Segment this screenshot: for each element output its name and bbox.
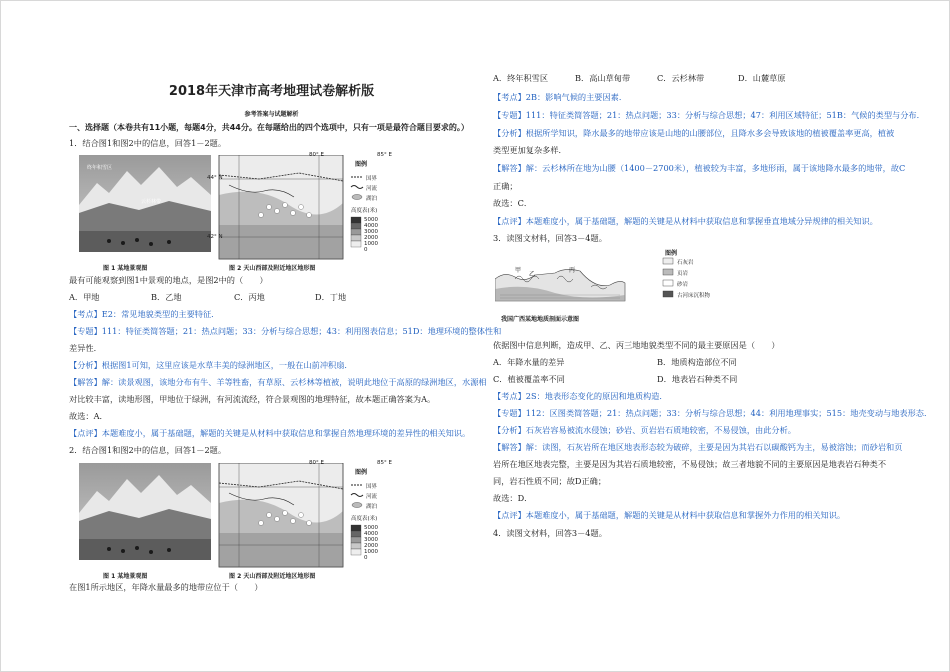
elev-0: 0 <box>364 247 368 253</box>
q2-kaodian: 【考点】2B：影响气候的主要因素． <box>493 92 628 102</box>
legend-item-lake: 湖泊 <box>366 196 378 202</box>
q4-stem: 4．读图文材料，回答3－4题。 <box>493 528 607 538</box>
fig2-caption: 图 2 天山西部及附近地区地形图 <box>229 265 316 272</box>
fig1-caption-b: 图 1 某地景观图 <box>103 573 148 580</box>
q3-option-c: C．植被覆盖率不同 <box>493 374 565 384</box>
fig2-caption-b: 图 2 天山西部及附近地区地形图 <box>229 573 316 580</box>
q2-fenxi-2: 类型更加复杂多样． <box>493 145 567 155</box>
legend-item-elev: 高度表(米) <box>351 208 378 214</box>
fig3-legend-limestone: 石灰岩 <box>677 260 694 266</box>
figure-block-1 <box>79 152 403 274</box>
elev-2000-b: 2000 <box>364 543 378 549</box>
elev-3000: 3000 <box>364 229 378 235</box>
legend-item-border: 国界 <box>366 176 378 182</box>
q1-jieda-2: 对比较丰富，读地形图，甲地位于绿洲，有河流流经，符合景观图的地理特征，故本题正确答案为A。 <box>69 394 436 404</box>
lon-label-2: 85° E <box>377 152 392 158</box>
landscape-figure-1 <box>79 155 403 274</box>
section-label-jia: 甲 <box>515 267 522 274</box>
legend-item-river-b: 河流 <box>366 494 378 500</box>
q3-answer: 故选：D． <box>493 493 533 503</box>
q1-option-d: D．丁地 <box>315 292 347 302</box>
fig3-legend-sandstone: 砂岩 <box>677 282 689 288</box>
q2-option-d: D．山麓草原 <box>738 73 786 83</box>
fig3-legend-riverbed: 古河床沉积物 <box>677 293 711 299</box>
q2-option-b: B．高山草甸带 <box>575 73 631 83</box>
fig3-legend-title: 图例 <box>665 250 678 257</box>
elev-5000-b: 5000 <box>364 525 378 531</box>
q3-zhuanti: 【专题】112：区图类简答题；21：热点问题；33：分析与综合思想；44：利用地理事实；515：地壳变动与地表形态． <box>493 408 933 418</box>
q2-jieda-2: 正确； <box>493 181 518 191</box>
lon-label-1: 80° E <box>309 152 324 158</box>
q2-question: 在图1所示地区，年降水量最多的地带应位于（ ） <box>69 582 263 592</box>
elev-1000-b: 1000 <box>364 549 378 555</box>
q1-fenxi: 【分析】根据图1可知，这里应该是水草丰美的绿洲地区，一般在山前冲积扇． <box>69 360 353 370</box>
legend-item-elev-b: 高度表(米) <box>351 516 378 522</box>
legend-item-lake-b: 湖泊 <box>366 504 378 510</box>
q2-fenxi-1: 【分析】根据所学知识，降水最多的地带应该是山地的山腰部位，且降水多会导致该地的植被覆盖率更高，植被 <box>493 128 895 138</box>
elev-4000-b: 4000 <box>364 531 378 537</box>
q3-jieda-1: 【解答】解：读图，石灰岩所在地区地表形态较为破碎，主要是因为其岩石以碳酸钙为主，易被溶蚀；而砂岩和页 <box>493 442 903 452</box>
lon-label-1b: 80° E <box>309 460 324 466</box>
q2-zhuanti: 【专题】111：特征类简答题；21：热点问题；33：分析与综合思想；47：利用区域特征；51B：气候的类型与分布． <box>493 110 925 120</box>
legend-item-border-b: 国界 <box>366 484 378 490</box>
figure-block-2 <box>79 460 403 582</box>
q1-question: 最有可能观察到图1中景观的地点，是图2中的（ ） <box>69 275 268 285</box>
q1-dianping: 【点评】本题难度小，属于基础题，解题的关键是从材料中获取信息和掌握自然地理环境的差异性的相关知识。 <box>69 428 471 438</box>
q3-jieda-3: 同，岩石性质不同；故D正确； <box>493 476 607 486</box>
q3-question: 依据图中信息判断，造成甲、乙、丙三地地貌类型不同的最主要原因是（ ） <box>493 340 780 350</box>
figure-block-3 <box>495 249 735 327</box>
elev-0-b: 0 <box>364 555 368 561</box>
section-label-yi: 乙 <box>529 271 536 278</box>
q1-jieda-1: 【解答】解：读景观图，该地分布有牛、羊等牲畜，有草原、云杉林等植被，说明此地位于高原的绿洲地区，水源相 <box>69 377 487 387</box>
q3-option-b: B．地质构造部位不同 <box>657 357 737 367</box>
svg-text:终年积雪区: 终年积雪区 <box>87 165 113 171</box>
q3-fenxi: 【分析】石灰岩容易被流水侵蚀；砂岩、页岩岩石质地较密，不易侵蚀，由此分析。 <box>493 425 796 435</box>
q3-option-a: A．年降水量的差异 <box>493 357 565 367</box>
lat-label-1: 44° N <box>207 175 223 181</box>
legend-title: 图例 <box>355 161 368 168</box>
section-label-bing: 丙 <box>569 267 576 274</box>
q1-option-a: A．甲地 <box>69 292 100 302</box>
elev-2000: 2000 <box>364 235 378 241</box>
fig1-caption: 图 1 某地景观图 <box>103 265 148 272</box>
page-subtitle: 参考答案与试题解析 <box>244 111 299 118</box>
q3-option-d: D．地表岩石种类不同 <box>657 374 738 384</box>
q1-answer: 故选：A． <box>69 411 108 421</box>
q2-jieda-1: 【解答】解：云杉林所在地为山腰（1400－2700米），植被较为丰富，多地形雨，属于该地降水最多的地带，故C <box>493 163 906 173</box>
q1-kaodian: 【考点】E2：常见地貌类型的主要特征． <box>69 309 220 319</box>
q1-zhuanti-2: 差异性． <box>69 343 102 353</box>
q3-jieda-2: 岩所在地区地表完整，主要是因为其岩石质地较密，不易侵蚀；故三者地貌不同的主要原因是地表岩石种类不 <box>493 459 887 469</box>
elev-5000: 5000 <box>364 217 378 223</box>
q1-stem: 1．结合图1和图2中的信息，回答1－2题。 <box>69 138 227 148</box>
section-heading: 一、选择题（本卷共有11小题，每题4分，共44分。在每题给出的四个选项中，只有一项是最符合题目要求的。） <box>69 123 469 132</box>
q2-dianping: 【点评】本题难度小，属于基础题，解题的关键是从材料中获取信息和掌握垂直地域分异规律的相关知识。 <box>493 216 878 226</box>
q2-stem: 2．结合图1和图2中的信息，回答1－2题。 <box>69 445 227 455</box>
lon-label-2b: 85° E <box>377 460 392 466</box>
q2-option-c: C．云杉林带 <box>657 73 705 83</box>
q3-kaodian: 【考点】2S：地表形态变化的原因和地质构造． <box>493 391 668 401</box>
q1-option-b: B．乙地 <box>151 292 182 302</box>
q2-answer: 故选：C． <box>493 198 533 208</box>
q3-dianping: 【点评】本题难度小，属于基础题，解题的关键是从材料中获取信息和掌握外力作用的相关知识。 <box>493 510 846 520</box>
legend-title-b: 图例 <box>355 469 368 476</box>
svg-text:云杉林带: 云杉林带 <box>141 199 162 205</box>
fig3-caption: 我国广西某地地质剖面示意图 <box>501 316 580 323</box>
lat-label-2: 42° N <box>207 234 223 240</box>
elev-1000: 1000 <box>364 241 378 247</box>
page-title: 2018年天津市高考地理试卷解析版 <box>168 84 375 99</box>
q1-option-c: C．丙地 <box>234 292 265 302</box>
q1-zhuanti-1: 【专题】111：特征类简答题；21：热点问题；33：分析与综合思想；43：利用图表信息；51D：地理环境的整体性和 <box>69 326 502 336</box>
legend-item-river: 河流 <box>366 186 378 192</box>
landscape-figure-2 <box>79 463 403 582</box>
elev-3000-b: 3000 <box>364 537 378 543</box>
fig3-legend-shale: 页岩 <box>677 271 689 277</box>
elev-4000: 4000 <box>364 223 378 229</box>
q2-option-a: A．终年积雪区 <box>493 73 549 83</box>
q3-stem: 3．读图文材料，回答3－4题。 <box>493 233 607 243</box>
